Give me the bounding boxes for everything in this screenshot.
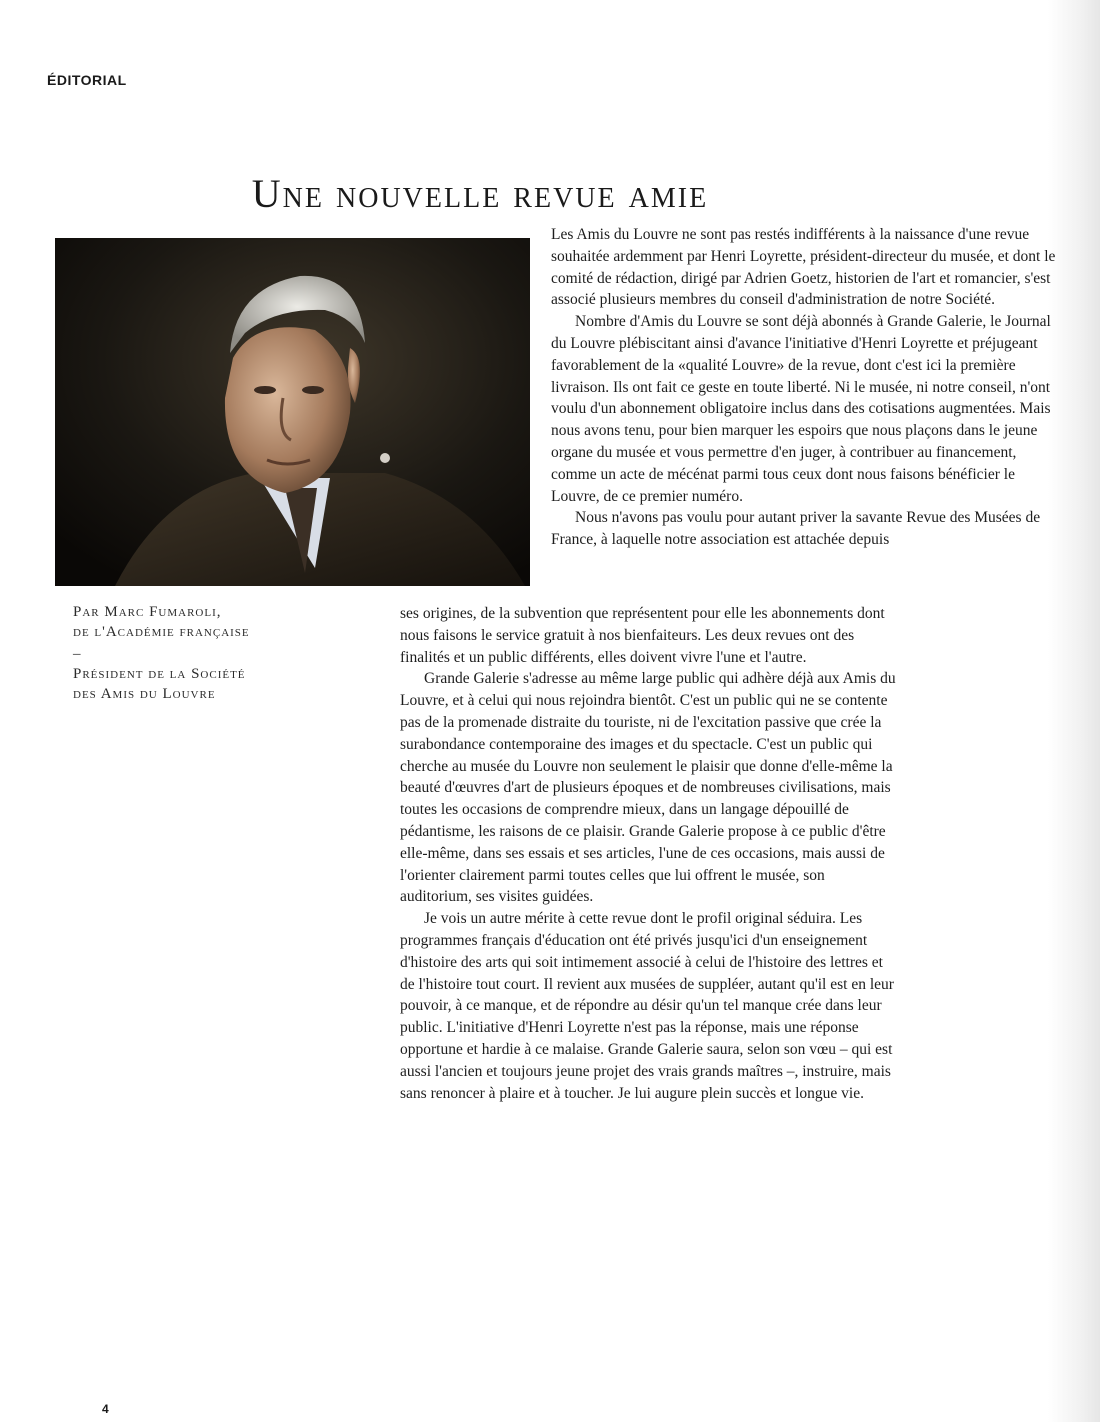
paragraph: Nombre d'Amis du Louvre se sont déjà abonnés à Grande Galerie, le Journal du Louvre plébiscitant ainsi d'avance l'initiative d'Henri Loyrette et préjugeant favorablement de la «qualité Louvre» de la revue, dont c'est ici la première livraison. Ils ont fait ce geste en toute liberté. Ni le musée, ni notre conseil, n'ont voulu d'un abonnement obligatoire inclus dans des cotisations augmentées. Mais nous avons tenu, pour bien marquer les espoirs que nous plaçons dans le jeune organe du musée et vous permettre d'en juger, à contribuer au financement, comme un acte de mécénat parmi tous ceux dont nous faisons bénéficier le Louvre, de ce premier numéro. [551, 313, 1051, 505]
paragraph: ses origines, de la subvention que représentent pour elle les abonnements dont nous faisons le service gratuit à nos bienfaiteurs. Les deux revues ont des finalités et un public différents, elles doivent vivre l'une et l'autre. [400, 605, 885, 666]
paragraph: Les Amis du Louvre ne sont pas restés indifférents à la naissance d'une revue souhaitée ardemment par Henri Loyrette, président-directeur du musée, et dont le comité de rédaction, dirigé par Adrien Goetz, historien de l'art et romancier, s'est associé plusieurs membres du conseil d'administration de notre Société. [551, 226, 1056, 309]
byline-line: des Amis du Louvre [73, 686, 216, 702]
paragraph: Grande Galerie s'adresse au même large public qui adhère déjà aux Amis du Louvre, et à celui qui nous rejoindra bientôt. C'est un public qui ne se contente pas de la promenade distraite du touriste, ni de l'excitation passive que crée la surabondance contemporaine des images et du spectacle. C'est un public qui cherche au musée du Louvre non seulement le plaisir que donne d'elle-même la beauté d'œuvres d'art de plusieurs époques et de nombreuses civilisations, mais toutes les occasions de comprendre mieux, dans un langage dépouillé de pédantisme, les raisons de ce plaisir. Grande Galerie propose à ce public d'être elle-même, dans ses essais et ses articles, l'une de ces occasions, mais aussi de l'orienter clairement parmi toutes celles que lui offrent le musée, son auditorium, ses visites guidées. [400, 670, 896, 906]
author-photo [55, 238, 530, 586]
portrait-illustration [55, 238, 530, 586]
section-label: ÉDITORIAL [47, 72, 127, 88]
page-number: 4 [102, 1402, 109, 1416]
editorial-column-bottom [400, 603, 900, 1104]
author-byline [73, 602, 373, 704]
editorial-column-top [551, 224, 1056, 551]
page-edge-shadow [1048, 0, 1100, 1422]
byline-separator: – [73, 646, 82, 662]
page-title: Une nouvelle revue amie [251, 171, 709, 216]
byline-line: Par Marc Fumaroli, [73, 604, 222, 620]
paragraph: Je vois un autre mérite à cette revue dont le profil original séduira. Les programmes français d'éducation ont été privés jusqu'ici d'un enseignement d'histoire des arts qui soit intimement associé à celui de l'histoire des lettres et de l'histoire tout court. Il revient aux musées de suppléer, autant qu'il est en leur pouvoir, à ce manque, et de répondre au désir qu'un tel manque crée dans leur public. L'initiative d'Henri Loyrette n'est pas la réponse, mais une réponse opportune et hardie à ce malaise. Grande Galerie saura, selon son vœu – qui est aussi l'ancien et toujours jeune projet des vrais grands maîtres –, instruire, mais sans renoncer à plaire et à toucher. Je lui augure plein succès et longue vie. [400, 910, 894, 1102]
paragraph: Nous n'avons pas voulu pour autant priver la savante Revue des Musées de France, à laquelle notre association est attachée depuis [551, 509, 1041, 549]
byline-line: de l'Académie française [73, 624, 250, 640]
byline-line: Président de la Société [73, 666, 246, 682]
